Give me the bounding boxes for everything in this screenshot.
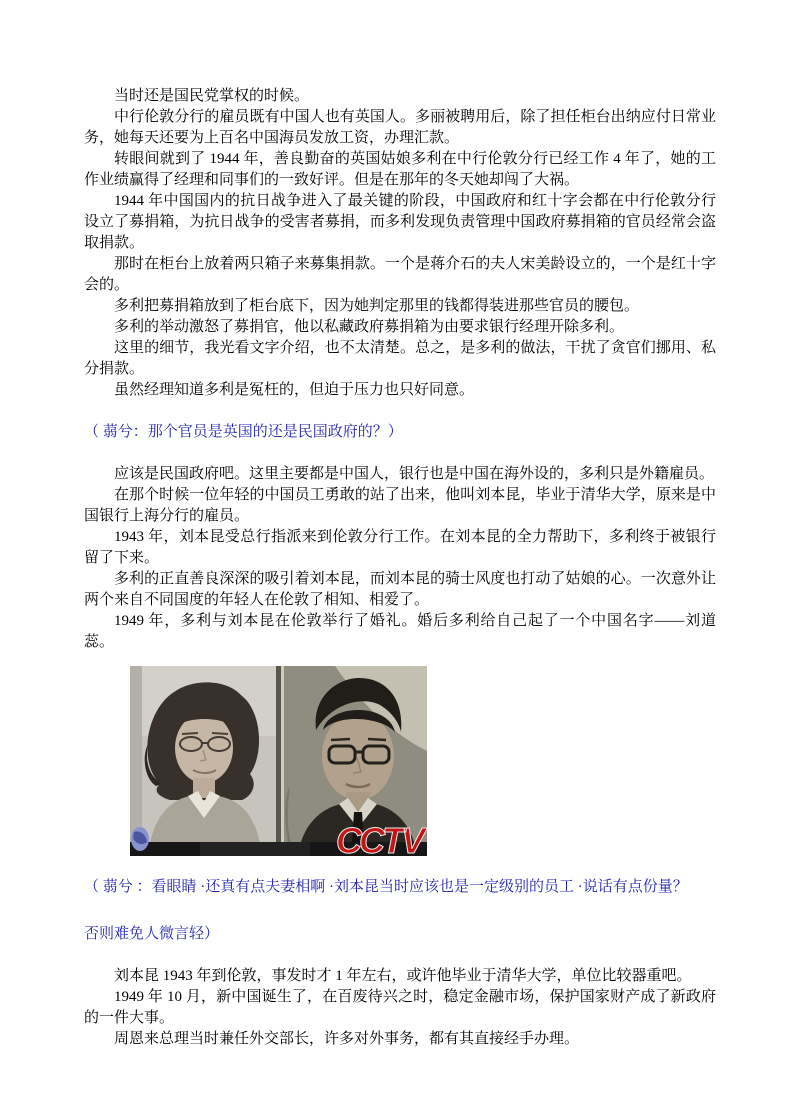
paragraph: 在那个时候一位年轻的中国员工勇敢的站了出来，他叫刘本昆，毕业于清华大学，原来是中国银行上海分行的雇员。: [84, 487, 716, 524]
paragraph: 刘本昆 1943 年到伦敦，事发时才 1 年左右，或许他毕业于清华大学，单位比较器重吧。: [114, 968, 692, 984]
paragraph: 多利的举动激怒了募捐官，他以私藏政府募捐箱为由要求银行经理开除多利。: [114, 319, 625, 335]
paragraph: 多利把募捐箱放到了柜台底下，因为她判定那里的钱都得装进那些官员的腰包。: [114, 298, 640, 314]
reader-comment-remark-line1: （ 蒻兮 ：看眼睛 ·还真有点夫妻相啊 ·刘本昆当时应该也是一定级别的员工 ·说话有点份量？: [84, 879, 688, 895]
couple-portrait-photo: [130, 666, 427, 856]
paragraph: 那时在柜台上放着两只箱子来募集捐款。一个是蒋介石的夫人宋美龄设立的，一个是红十字会的。: [84, 256, 716, 293]
paragraph: 这里的细节，我光看文字介绍，也不太清楚。总之，是多利的做法，干扰了贪官们挪用、私分捐款。: [84, 340, 716, 377]
paragraph: 1949 年 10 月，新中国诞生了，在百废待兴之时，稳定金融市场，保护国家财产成了新政府的一件大事。: [84, 989, 716, 1026]
paragraph: 转眼间就到了 1944 年，善良勤奋的英国姑娘多利在中行伦敦分行已经工作 4 年了，她的工作业绩赢得了经理和同事们的一致好评。但是在那年的冬天她却闯了大祸。: [84, 151, 716, 188]
paragraph: 1943 年，刘本昆受总行指派来到伦敦分行工作。在刘本昆的全力帮助下，多利终于被银行留了下来。: [84, 529, 716, 566]
reader-comment-remark-line2: 否则难免人微言轻）: [84, 926, 220, 942]
paragraph: 1949 年，多利与刘本昆在伦敦举行了婚礼。婚后多利给自己起了一个中国名字——刘道蕊。: [84, 613, 716, 650]
paragraph: 多利的正直善良深深的吸引着刘本昆，而刘本昆的骑士风度也打动了姑娘的心。一次意外让两个来自不同国度的年轻人在伦敦了相知、相爱了。: [84, 571, 716, 608]
photo-divider: [276, 666, 281, 856]
paragraph: 虽然经理知道多利是冤枉的，但迫于压力也只好同意。: [114, 382, 475, 398]
reader-comment-question: （ 蒻兮：那个官员是英国的还是民国政府的？）: [84, 424, 403, 440]
paragraph: 应该是民国政府吧。这里主要都是中国人，银行也是中国在海外设的，多利只是外籍雇员。: [114, 466, 715, 482]
broadcaster-logo-icon: [131, 827, 149, 851]
cctv-watermark: CCTV: [336, 820, 422, 856]
paragraph: 周恩来总理当时兼任外交部长，许多对外事务，都有其直接经手办理。: [114, 1031, 580, 1047]
document-page: [84, 86, 716, 1050]
paragraph: 中行伦敦分行的雇员既有中国人也有英国人。多丽被聘用后，除了担任柜台出纳应付日常业务，她每天还要为上百名中国海员发放工资，办理汇款。: [84, 109, 716, 146]
paragraph: 当时还是国民党掌权的时候。: [114, 88, 310, 104]
woman-portrait: [130, 666, 279, 856]
paragraph: 1944 年中国国内的抗日战争进入了最关键的阶段，中国政府和红十字会都在中行伦敦分行设立了募捐箱，为抗日战争的受害者募捐，而多利发现负责管理中国政府募捐箱的官员经常会盗取捐款。: [84, 193, 716, 251]
